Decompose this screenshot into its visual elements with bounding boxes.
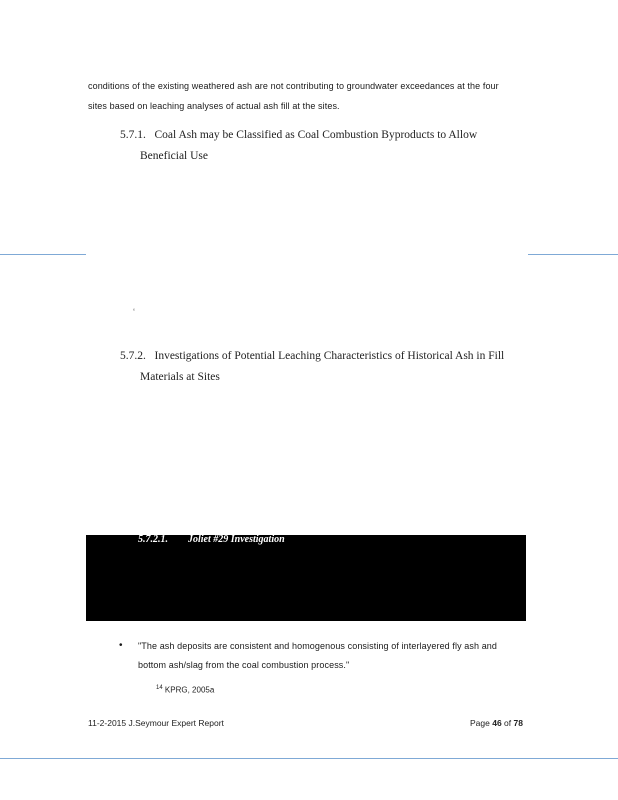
section-5-7-2-heading-line-1: 5.7.2. Investigations of Potential Leaching Characteristics of Historical Ash in Fill xyxy=(120,350,505,362)
scan-rule-bottom xyxy=(0,758,618,759)
footer-page-prefix: Page xyxy=(470,718,493,728)
scan-rule-right xyxy=(528,254,618,255)
section-5-7-1-heading-line-2: Beneficial Use xyxy=(140,150,209,162)
footnote xyxy=(156,685,214,695)
section-5-7-2-1-title: Joliet #29 Investigation xyxy=(188,534,285,545)
footer-total-pages: 78 xyxy=(513,718,523,728)
paragraph-line-2: sites based on leaching analyses of actual ash fill at the sites. xyxy=(88,101,340,111)
section-5-7-2-heading-line-2: Materials at Sites xyxy=(140,371,220,383)
bullet-quote-line-1: "The ash deposits are consistent and homogenous consisting of interlayered fly ash and xyxy=(138,641,498,651)
footer-current-page: 46 xyxy=(492,718,502,728)
scan-rule-left xyxy=(0,254,86,255)
section-5-7-1-heading-line-1: 5.7.1. Coal Ash may be Classified as Coal Combustion Byproducts to Allow xyxy=(120,129,478,141)
bullet-quote-line-2: bottom ash/slag from the coal combustion process." xyxy=(138,660,350,670)
footer-page-number xyxy=(470,718,523,728)
redaction-block xyxy=(86,535,526,621)
footer-page-of: of xyxy=(501,718,514,728)
stray-mark: ‘ xyxy=(133,307,135,317)
footer-left: 11-2-2015 J.Seymour Expert Report xyxy=(88,718,224,728)
footnote-text: KPRG, 2005a xyxy=(164,685,215,695)
footnote-marker: 14 xyxy=(156,685,163,691)
section-5-7-2-1-number: 5.7.2.1. xyxy=(138,534,168,545)
bullet-symbol: • xyxy=(119,640,123,651)
paragraph-line-1: conditions of the existing weathered ash are not contributing to groundwater exceedances at the four xyxy=(88,81,499,91)
